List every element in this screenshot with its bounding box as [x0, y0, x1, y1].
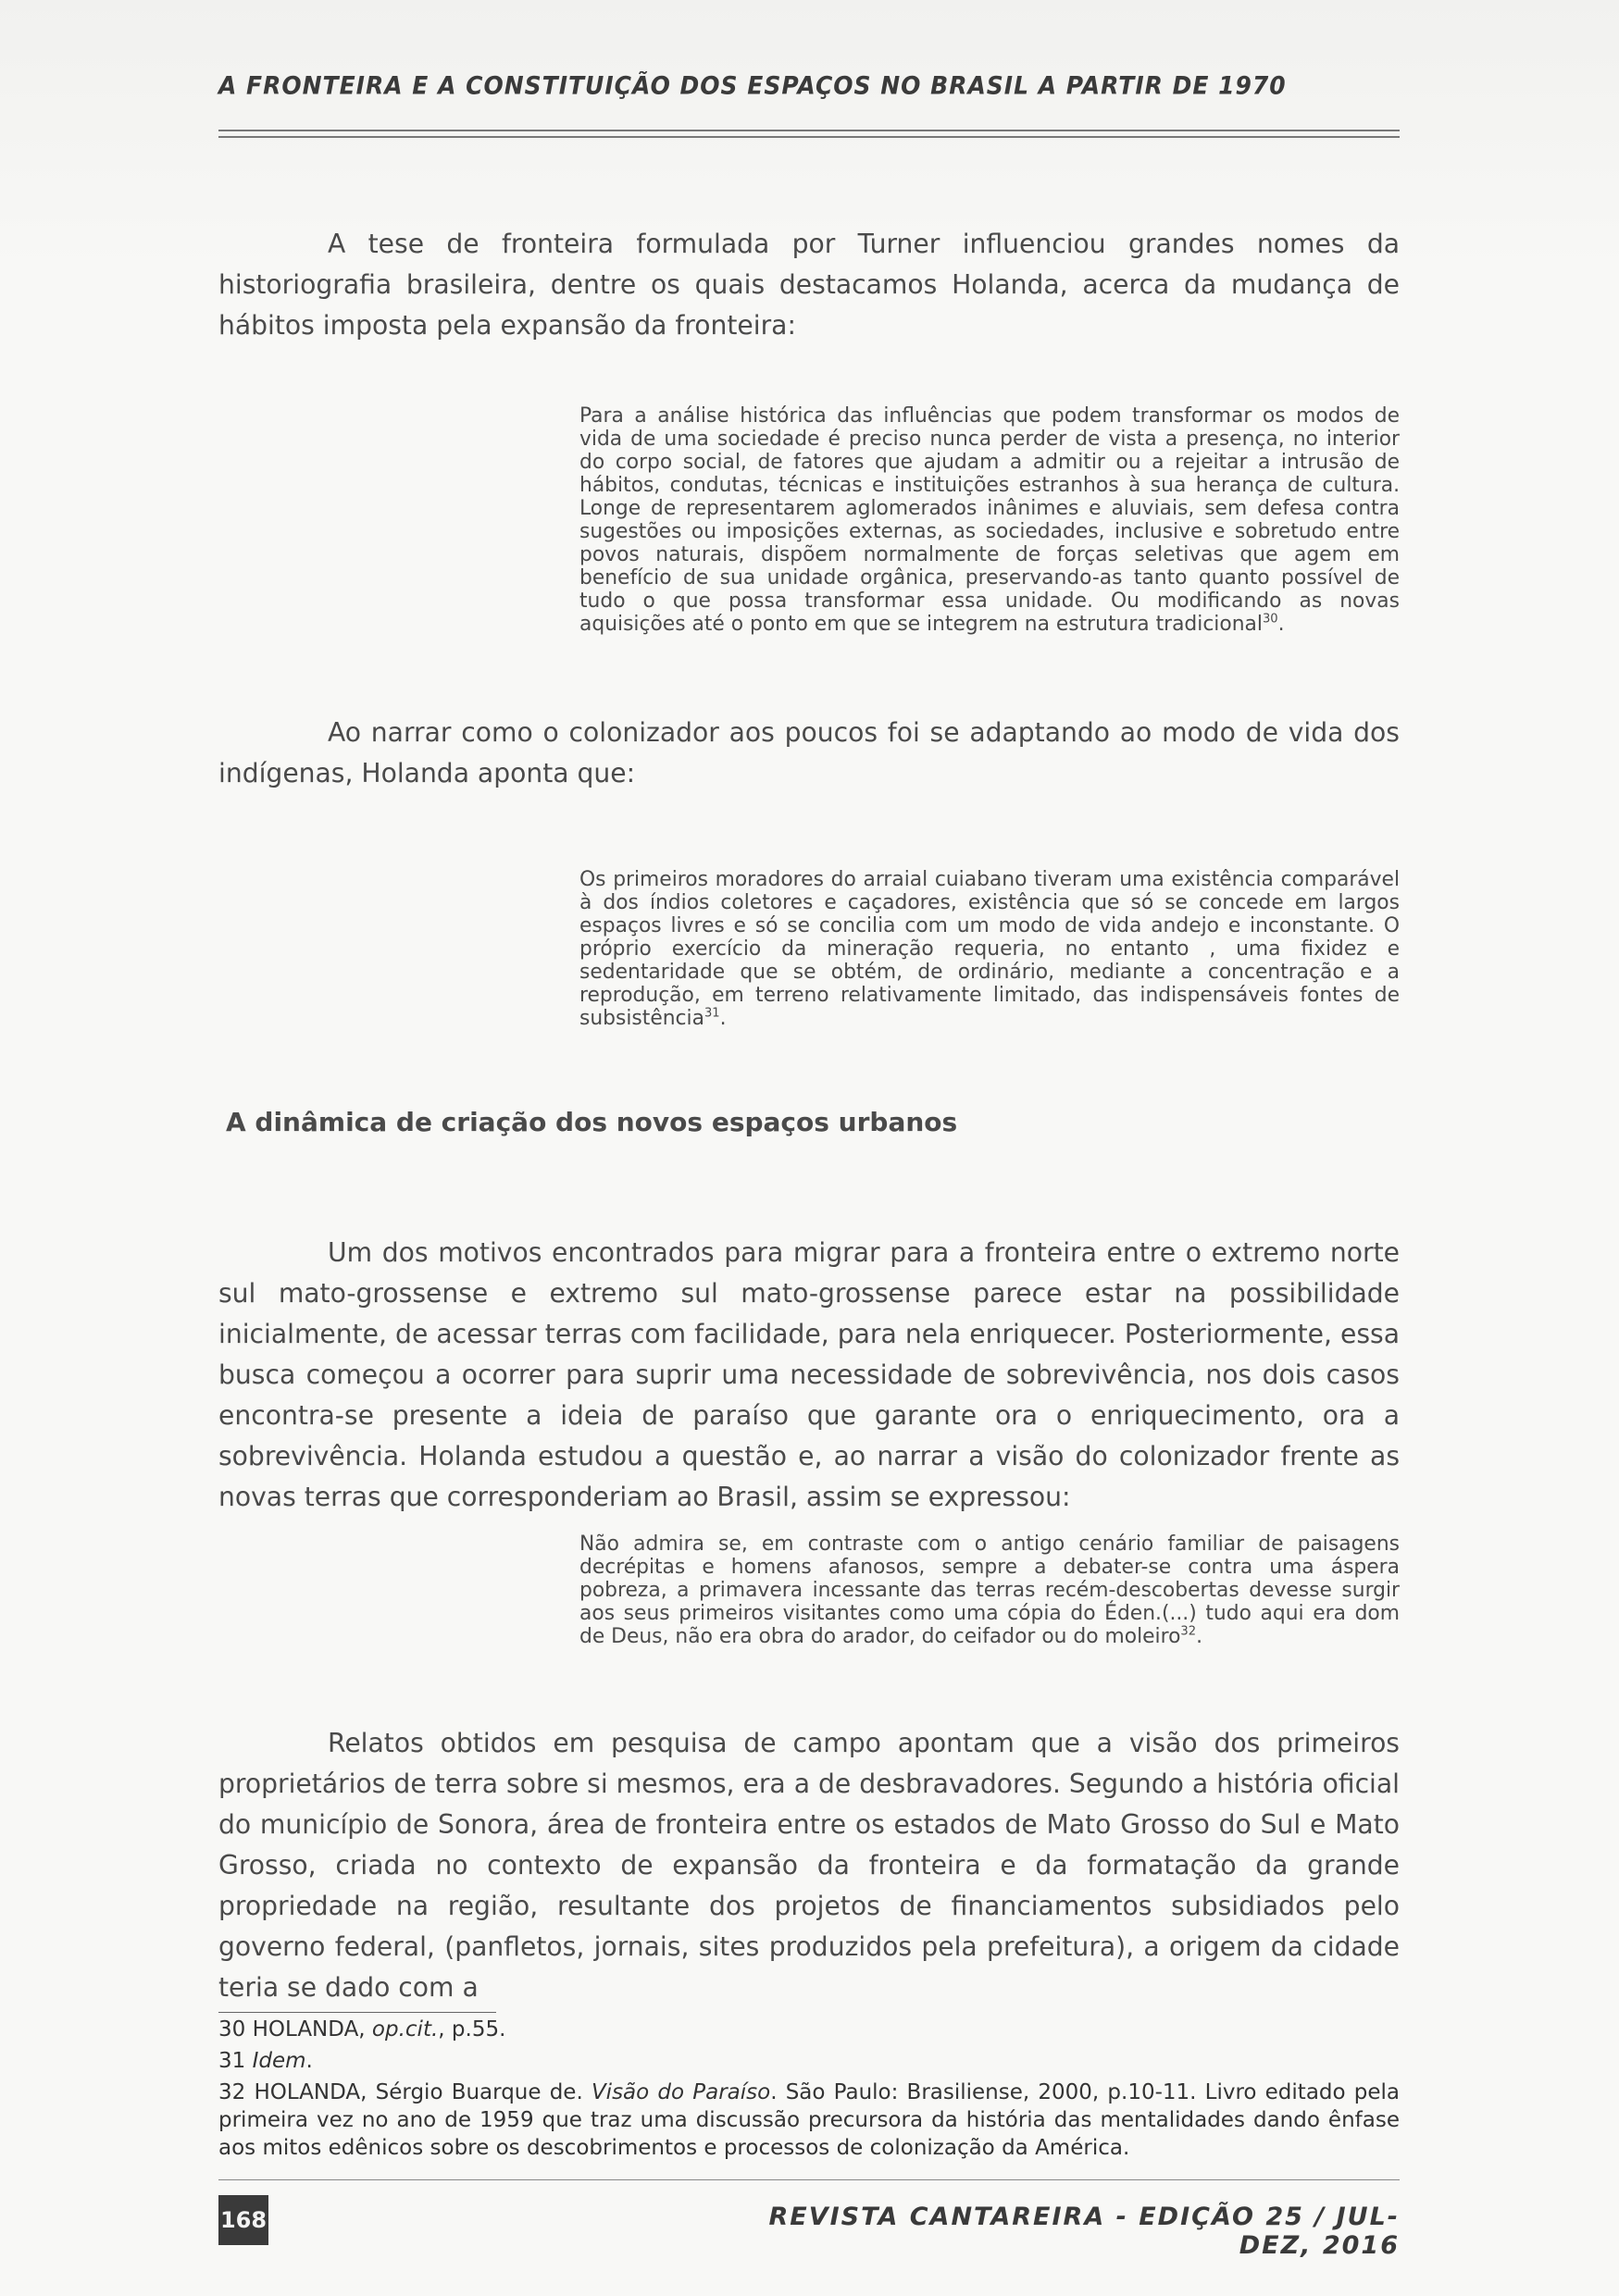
- footnotes: [218, 2016, 1400, 2162]
- footnote-ref-32: 32: [1180, 1624, 1197, 1639]
- footnote-32: 32 HOLANDA, Sérgio Buarque de. Visão do Paraíso. São Paulo: Brasiliense, 2000, p.10-11. Livro editado pela primeira vez no ano de 1959 que traz uma discussão precursora da história das mentalidades dando ênfase aos mitos edênicos sobre os descobrimentos e processos de colonização da América.: [218, 2080, 1400, 2160]
- footnote-30: 30 HOLANDA, op.cit., p.55.: [218, 2017, 506, 2042]
- body-paragraph-3: Um dos motivos encontrados para migrar para a fronteira entre o extremo norte sul mato-grossense e extremo sul mato-grossense parece estar na possibilidade inicialmente, de acessar terras com facilidade, para nela enriquecer. Posteriormente, essa busca começou a ocorrer para suprir uma necessidade de sobrevivência, nos dois casos encontra-se presente a ideia de paraíso que garante ora o enriquecimento, ora a sobrevivência. Holanda estudou a questão e, ao narrar a visão do colonizador frente as novas terras que corresponderiam ao Brasil, assim se expressou:: [218, 1237, 1400, 1512]
- footnote-ref-31: 31: [704, 1006, 720, 1021]
- footnote-ref-30: 30: [1262, 612, 1278, 627]
- running-head: A FRONTEIRA E A CONSTITUIÇÃO DOS ESPAÇOS NO BRASIL A PARTIR DE 1970: [218, 71, 1287, 100]
- journal-title: REVISTA CANTAREIRA - EDIÇÃO 25 / JUL-DEZ, 2016: [768, 2203, 1400, 2260]
- footnote-separator: [218, 2012, 496, 2013]
- block-quote-2: Os primeiros moradores do arraial cuiabano tiveram uma existência comparável à dos índios coletores e caçadores, existência que só se concede em largos espaços livres e só se concilia com um modo de vida andejo e inconstante. O próprio exercício da mineração requeria, no entanto , uma fixidez e sedentaridade que se obtém, de ordinário, mediante a concentração e a reprodução, em terreno relativamente limitado, das indispensáveis fontes de subsistência$^{31}$.: [579, 868, 1400, 1030]
- block-quote-1: Para a análise histórica das influências que podem transformar os modos de vida de uma sociedade é preciso nunca perder de vista a presença, no interior do corpo social, de fatores que ajudam a admitir ou a rejeitar a intrusão de hábitos, condutas, técnicas e instituições estranhos à sua herança de cultura. Longe de representarem aglomerados inânimes e aluviais, sem defesa contra sugestões ou imposições externas, as sociedades, inclusive e sobretudo entre povos naturais, dispõem normalmente de forças seletivas que agem em benefício de sua unidade orgânica, preservando-as tanto quanto possível de tudo o que possa transformar essa unidade. Ou modificando as novas aquisições até o ponto em que se integrem na estrutura tradicional$^{30}$.: [579, 404, 1400, 636]
- body-paragraph-2: Ao narrar como o colonizador aos poucos foi se adaptando ao modo de vida dos indígenas, Holanda aponta que:: [218, 717, 1400, 788]
- body-paragraph-1: A tese de fronteira formulada por Turner influenciou grandes nomes da historiografia brasileira, dentre os quais destacamos Holanda, acerca da mudança de hábitos imposta pela expansão da fronteira:: [218, 229, 1400, 341]
- block-quote-3: Não admira se, em contraste com o antigo cenário familiar de paisagens decrépitas e homens afanosos, sempre a debater-se contra uma áspera pobreza, a primavera incessante das terras recém-descobertas devesse surgir aos seus primeiros visitantes como uma cópia do Éden.(...) tudo aqui era dom de Deus, não era obra do arador, do ceifador ou do moleiro$^{32}$.: [579, 1533, 1400, 1648]
- header-rule-bottom: [218, 136, 1400, 138]
- body-paragraph-4: Relatos obtidos em pesquisa de campo apontam que a visão dos primeiros proprietários de terra sobre si mesmos, era a de desbravadores. Segundo a história oficial do município de Sonora, área de fronteira entre os estados de Mato Grosso do Sul e Mato Grosso, criada no contexto de expansão da fronteira e da formatação da grande propriedade na região, resultante dos projetos de financiamentos subsidiados pelo governo federal, (panfletos, jornais, sites produzidos pela prefeitura), a origem da cidade teria se dado com a: [218, 1728, 1400, 2003]
- footnote-31: 31 Idem.: [218, 2049, 313, 2073]
- section-title: A dinâmica de criação dos novos espaços urbanos: [226, 1107, 958, 1137]
- footer-rule: [218, 2179, 1400, 2180]
- page-number: 168: [218, 2195, 268, 2245]
- header-rule-top: [218, 130, 1400, 131]
